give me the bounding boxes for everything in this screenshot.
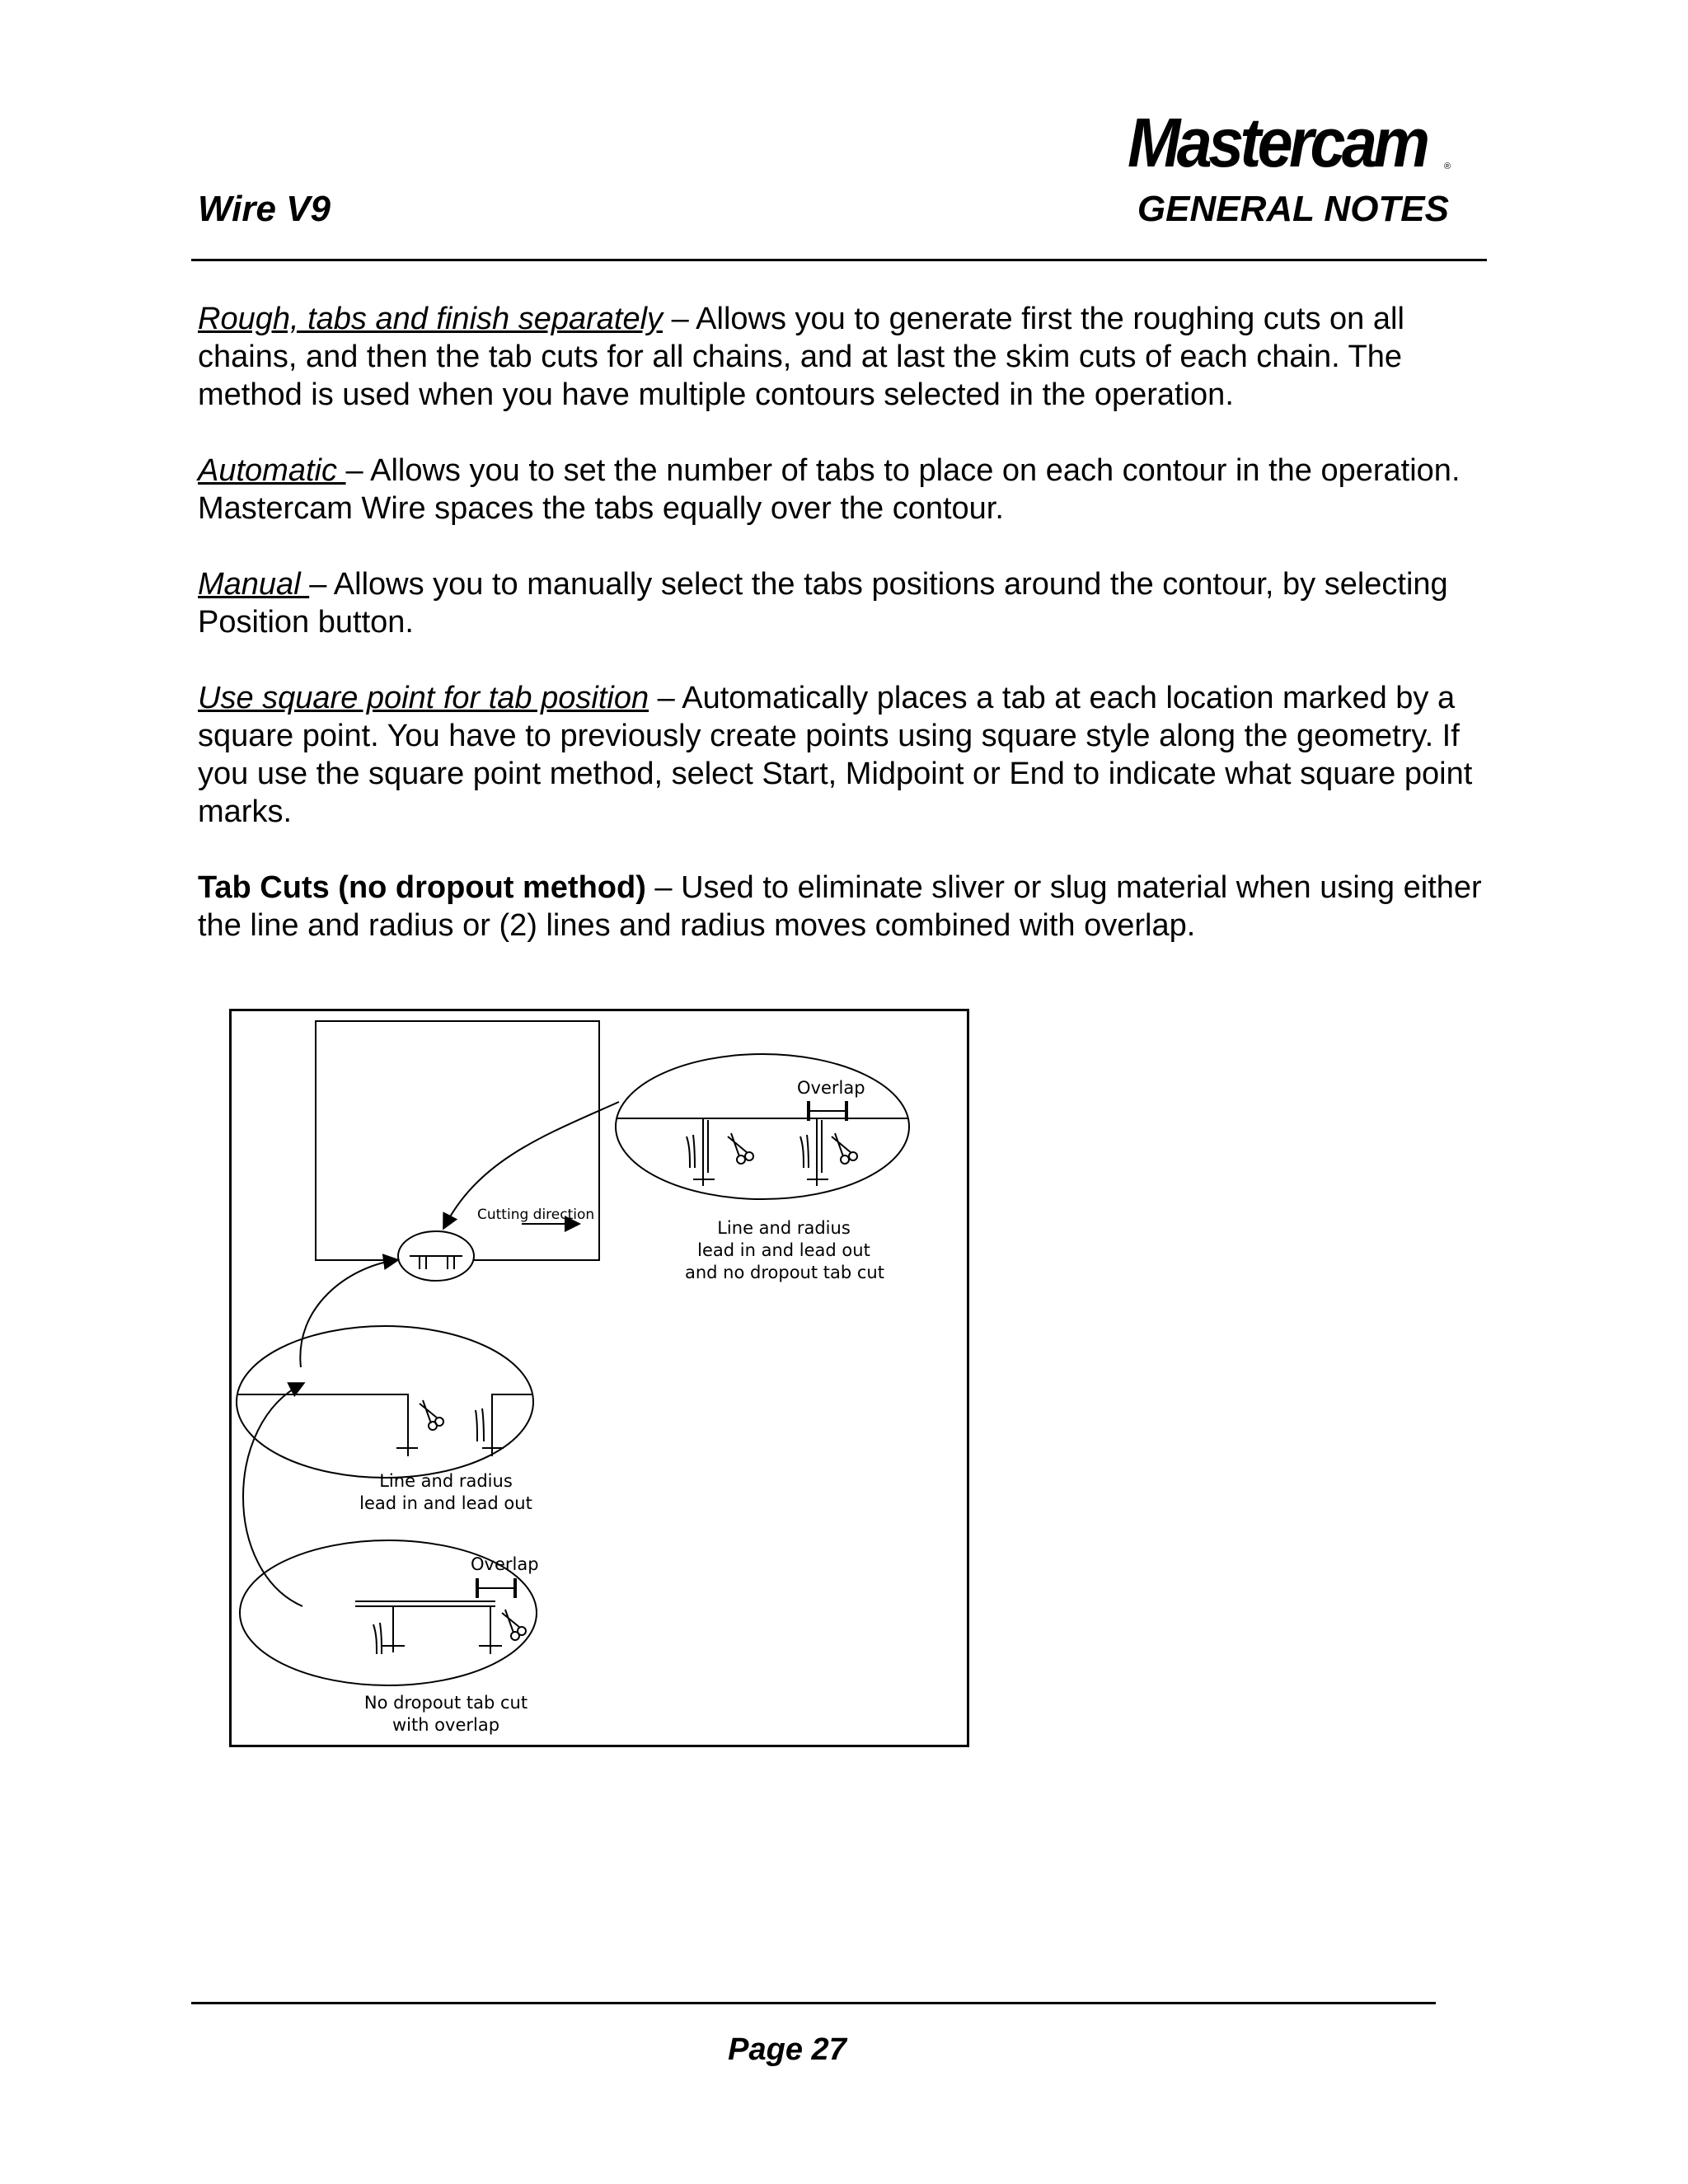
paragraph-tab-cuts [198, 869, 1492, 944]
doc-title: Wire V9 [198, 189, 331, 229]
middle-caption-line-2: lead in and lead out [359, 1493, 532, 1513]
footer-divider [191, 2002, 1436, 2004]
paragraph-manual [198, 565, 1492, 641]
top-right-caption-line-2: lead in and lead out [697, 1240, 870, 1260]
header-divider [191, 259, 1487, 261]
registered-mark: ® [1444, 162, 1451, 171]
paragraph-term: Tab Cuts (no dropout method) [198, 870, 646, 905]
tab-cuts-diagram-svg [232, 1011, 967, 1745]
cutting-direction-label: Cutting direction [477, 1207, 595, 1223]
mastercam-logo: Mastercam [1128, 104, 1427, 181]
paragraph-text: – Automatically places a tab at each location marked by a square point. You have to previously create points using square style along the geometry. If you use the square point method, select Start, Midpoint or End to indicate what square point marks. [198, 681, 1473, 829]
paragraph-rough-tabs-finish [198, 300, 1492, 414]
tab-cuts-diagram [229, 1009, 969, 1747]
paragraph-text: – Allows you to manually select the tabs positions around the contour, by selecting Position button. [198, 567, 1448, 640]
overlap-label-top: Overlap [797, 1078, 865, 1098]
overlap-label-bottom: Overlap [471, 1554, 539, 1574]
top-right-caption-line-1: Line and radius [717, 1218, 851, 1238]
paragraph-text: – Used to eliminate sliver or slug material when using either the line and radius or (2) lines and radius moves combined with overlap. [198, 870, 1482, 943]
paragraph-automatic [198, 452, 1492, 527]
paragraph-term: Automatic [198, 453, 346, 488]
paragraph-text: – Allows you to set the number of tabs to place on each contour in the operation. Mastercam Wire spaces the tabs equally over the contour. [198, 453, 1461, 526]
bottom-caption-line-2: with overlap [392, 1715, 500, 1735]
middle-ellipse [237, 1326, 533, 1478]
paragraph-term: Rough, tabs and finish separately [198, 302, 663, 336]
section-title: GENERAL NOTES [1137, 189, 1449, 229]
paragraph-term: Manual [198, 567, 310, 602]
bottom-caption-line-1: No dropout tab cut [363, 1693, 528, 1713]
top-right-caption-line-3: and no dropout tab cut [685, 1263, 884, 1282]
page-number: Page 27 [728, 2032, 846, 2067]
paragraph-term: Use square point for tab position [198, 681, 649, 715]
top-right-ellipse [616, 1054, 909, 1199]
paragraph-text: – Allows you to generate first the roughing cuts on all chains, and then the tab cuts for all chains, and at last the skim cuts of each chain. The method is used when you have multiple contours selected in the operation. [198, 302, 1404, 412]
middle-caption-line-1: Line and radius [379, 1471, 513, 1491]
paragraph-square-point [198, 679, 1492, 831]
